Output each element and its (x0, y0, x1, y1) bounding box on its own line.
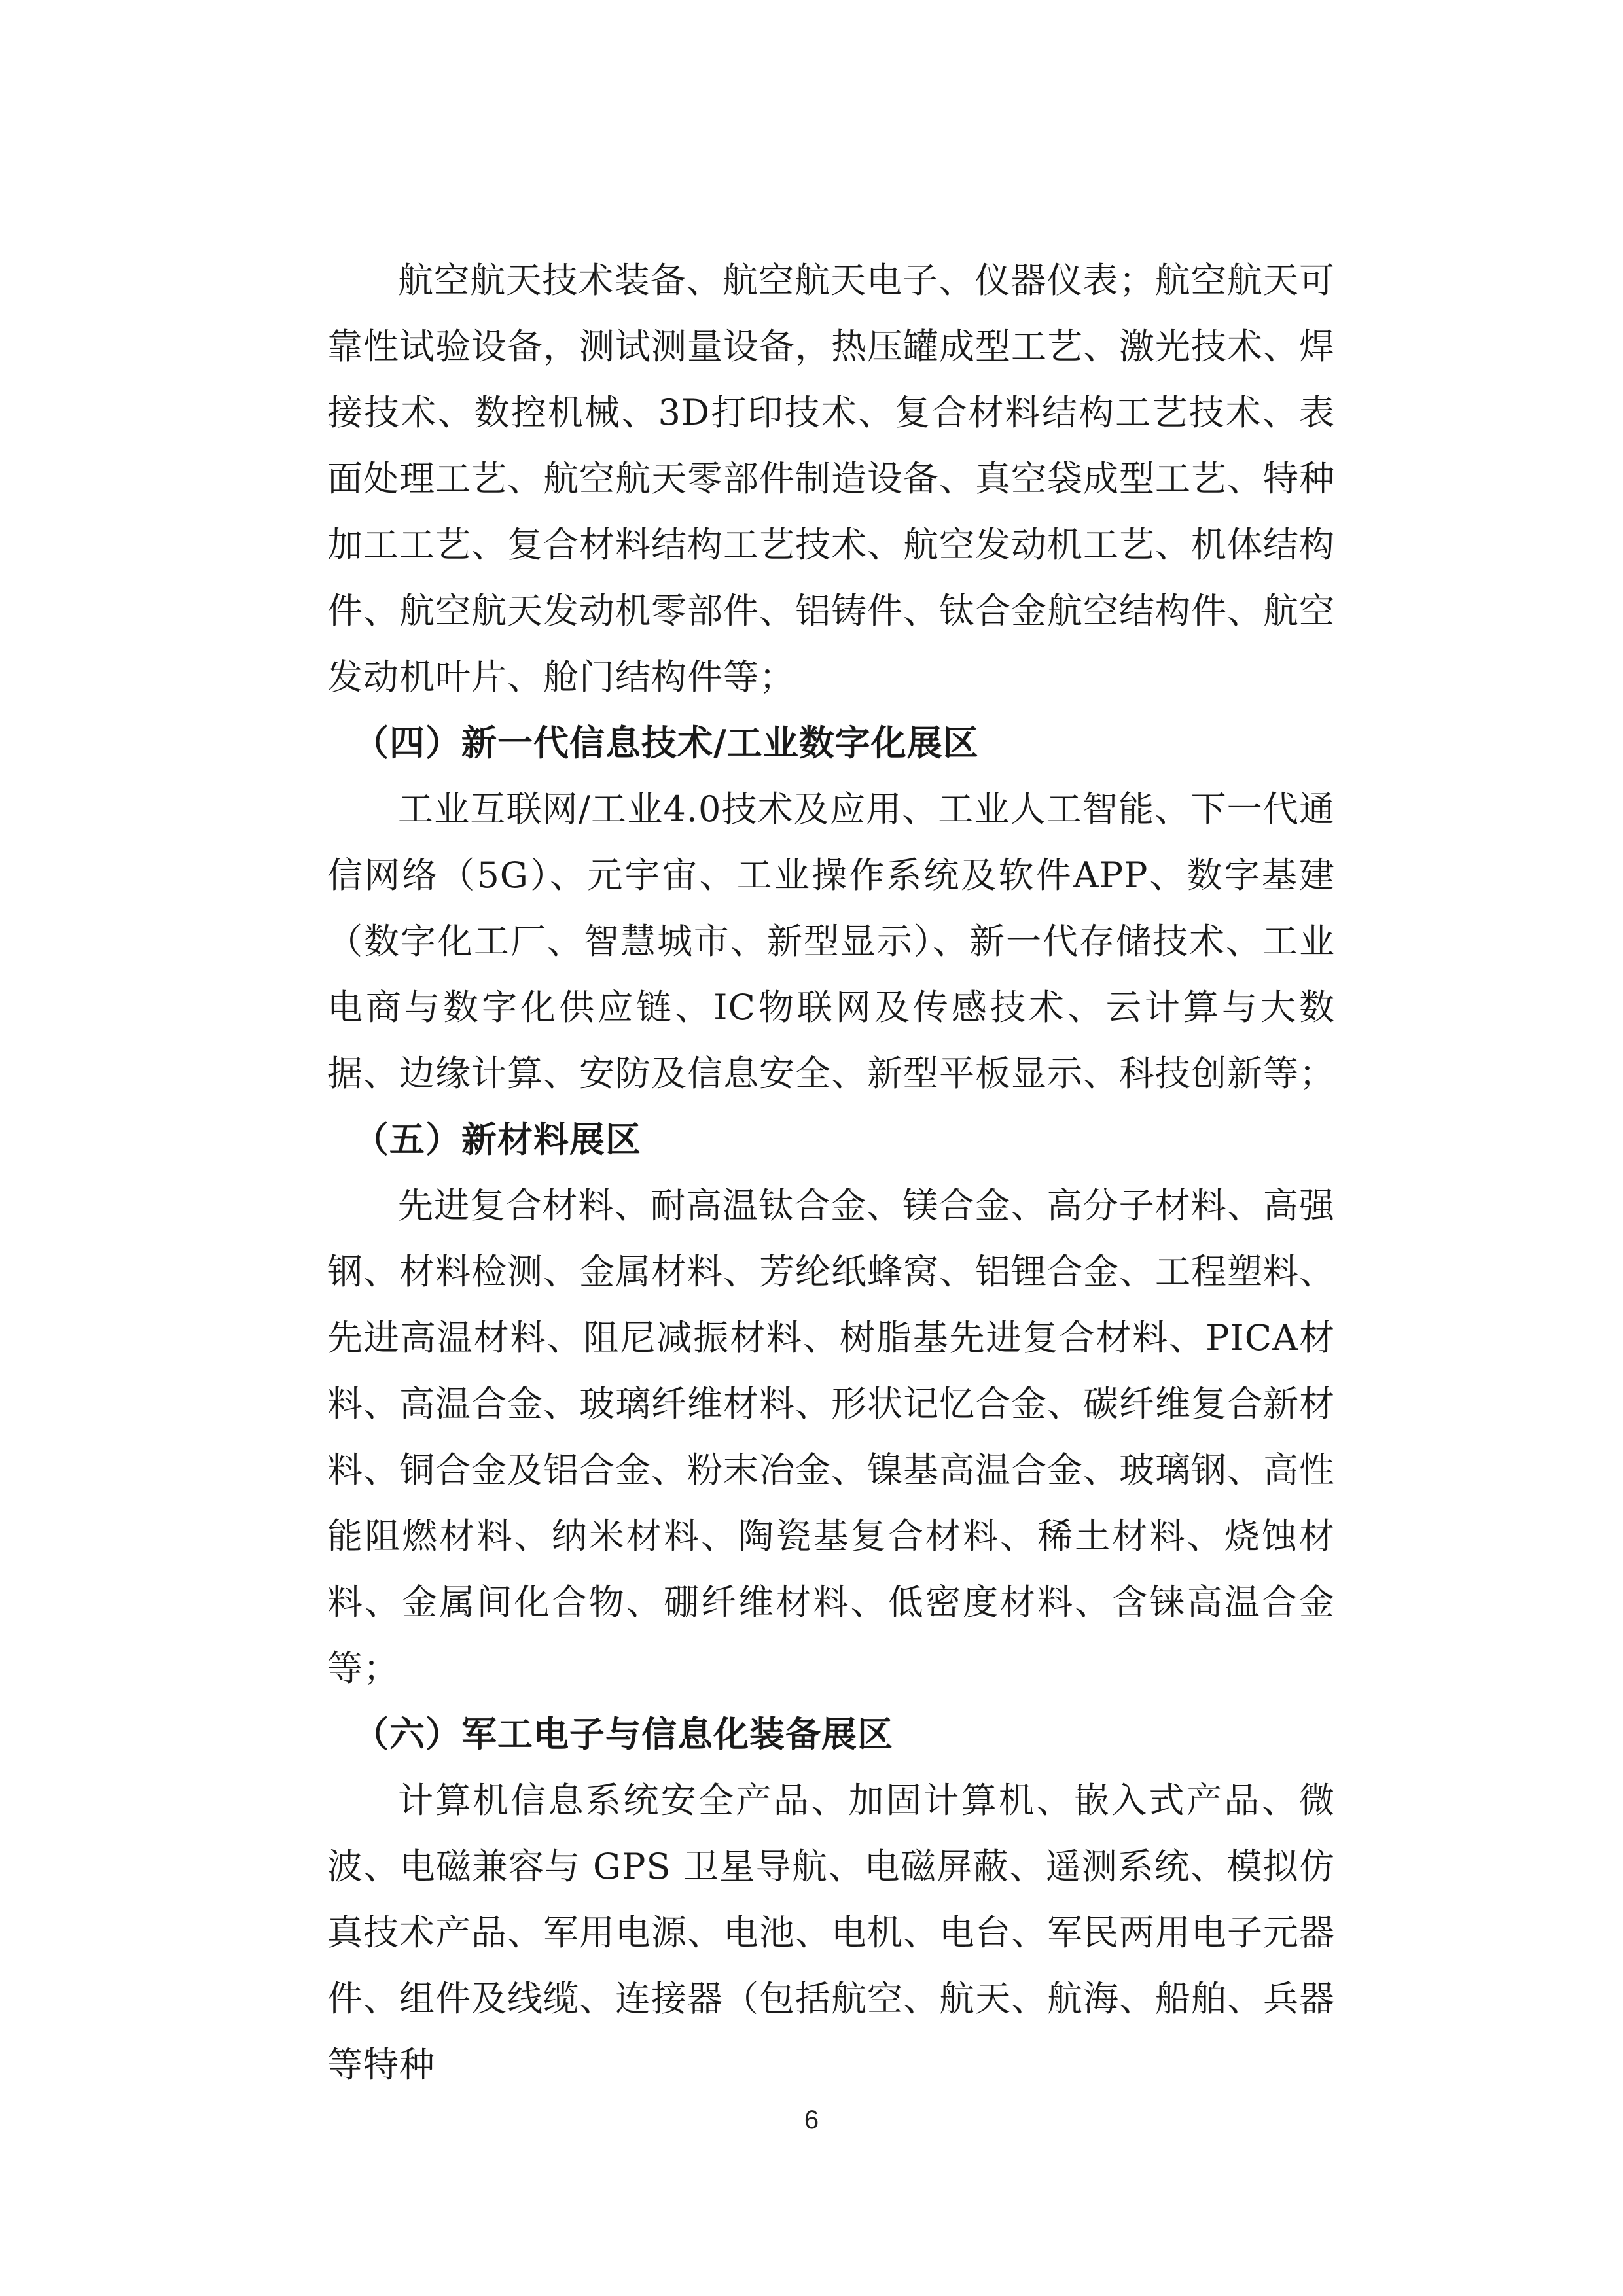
page-body (327, 247, 1335, 2098)
section-heading-6: （六）军工电子与信息化装备展区 (353, 1714, 893, 1755)
paragraph-aerospace-items: 航空航天技术装备、航空航天电子、仪器仪表；航空航天可靠性试验设备，测试测量设备，热压罐成型工艺、激光技术、焊接技术、数控机械、3D打印技术、复合材料结构工艺技术、表面处理工艺、航空航天零部件制造设备、真空袋成型工艺、特种加工工艺、复合材料结构工艺技术、航空发动机工艺、机体结构件、航空航天发动机零部件、铝铸件、钛合金航空结构件、航空发动机叶片、舱门结构件等； (327, 260, 1335, 698)
paragraph-military-electronics-items: 计算机信息系统安全产品、加固计算机、嵌入式产品、微波、电磁兼容与 GPS 卫星导航、电磁屏蔽、遥测系统、模拟仿真技术产品、军用电源、电池、电机、电台、军民两用电子元器件、组件及线缆、连接器（包括航空、航天、航海、船舶、兵器等特种 (327, 1780, 1335, 2085)
section-heading-4: （四）新一代信息技术/工业数字化展区 (353, 722, 979, 764)
section-heading-5: （五）新材料展区 (353, 1119, 641, 1160)
page-number: 6 (804, 2106, 819, 2134)
paragraph-new-materials-items: 先进复合材料、耐高温钛合金、镁合金、高分子材料、高强钢、材料检测、金属材料、芳纶纸蜂窝、铝锂合金、工程塑料、先进高温材料、阻尼减振材料、树脂基先进复合材料、PICA材料、高温合金、玻璃纤维材料、形状记忆合金、碳纤维复合新材料、铜合金及铝合金、粉末冶金、镍基高温合金、玻璃钢、高性能阻燃材料、纳米材料、陶瓷基复合材料、稀土材料、烧蚀材料、金属间化合物、硼纤维材料、低密度材料、含铼高温合金等； (327, 1185, 1335, 1689)
paragraph-it-digital-items: 工业互联网/工业4.0技术及应用、工业人工智能、下一代通信网络（5G）、元宇宙、工业操作系统及软件APP、数字基建（数字化工厂、智慧城市、新型显示）、新一代存储技术、工业电商与数字化供应链、IC物联网及传感技术、云计算与大数据、边缘计算、安防及信息安全、新型平板显示、科技创新等； (327, 788, 1335, 1094)
